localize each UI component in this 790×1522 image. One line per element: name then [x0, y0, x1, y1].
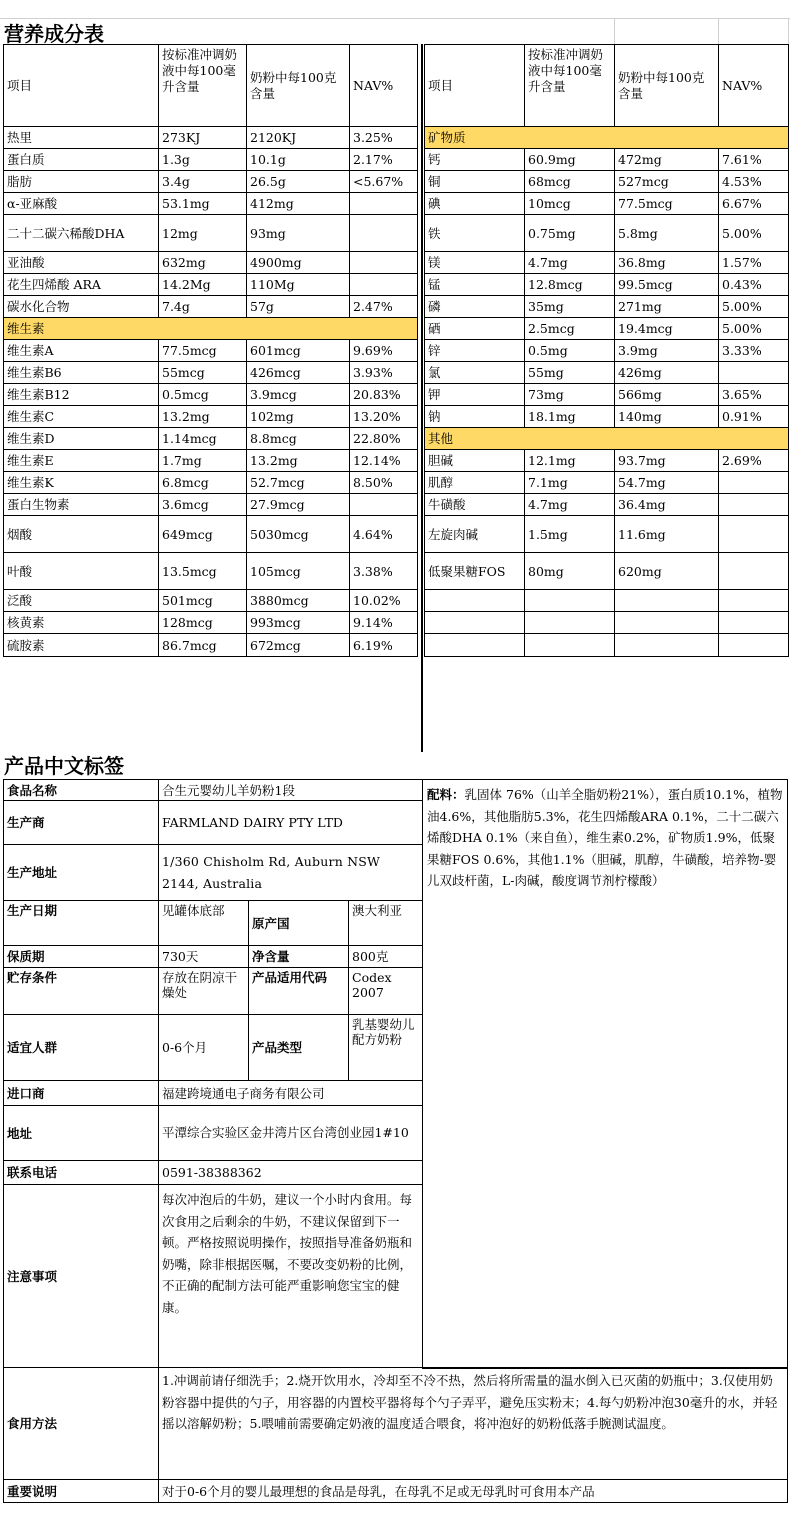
nutrition-cell-right-20-2	[614, 611, 719, 634]
nutrition-cell-right-5-1: 4.7mg	[524, 251, 615, 274]
phone-value: 0591-38388362	[158, 1160, 423, 1185]
product-code-value: Codex 2007	[348, 967, 423, 1015]
nutrition-table-divider	[421, 44, 423, 752]
nutrition-cell-left-9-1: 77.5mcg	[158, 339, 247, 362]
nutrition-cell-left-16-3	[349, 493, 418, 516]
nutrition-cell-left-7-0: 碳水化合物	[3, 295, 159, 318]
nutrition-header-right-3: NAV%	[718, 44, 789, 127]
nutrition-cell-left-11-0: 维生素B12	[3, 383, 159, 406]
nutrition-cell-left-11-1: 0.5mcg	[158, 383, 247, 406]
nutrition-cell-left-2-1: 3.4g	[158, 170, 247, 193]
origin-label: 原产国	[248, 900, 349, 946]
nutrition-cell-left-4-1: 12mg	[158, 214, 247, 252]
nutrition-cell-right-4-3: 5.00%	[718, 214, 789, 252]
product-type-label: 产品类型	[248, 1014, 349, 1081]
storage-value: 存放在阴凉干燥处	[158, 967, 249, 1015]
nutrition-cell-right-14-2: 93.7mg	[614, 449, 719, 472]
nutrition-cell-right-17-0: 左旋肉碱	[424, 515, 525, 553]
nutrition-cell-right-2-2: 527mcg	[614, 170, 719, 193]
nutrition-cell-right-18-3	[718, 552, 789, 590]
nutrition-table-title: 营养成分表	[4, 22, 104, 46]
nutrition-cell-right-3-3: 6.67%	[718, 192, 789, 215]
nutrition-cell-left-19-1: 501mcg	[158, 589, 247, 612]
nutrition-cell-left-16-1: 3.6mcg	[158, 493, 247, 516]
nutrition-cell-left-9-2: 601mcg	[246, 339, 350, 362]
origin-value: 澳大利亚	[348, 900, 423, 946]
nutrition-cell-left-6-2: 110Mg	[246, 273, 350, 296]
nutrition-cell-left-10-3: 3.93%	[349, 361, 418, 384]
importer-value: 福建跨境通电子商务有限公司	[158, 1080, 423, 1106]
nutrition-cell-left-0-0: 热里	[3, 126, 159, 149]
food-name-value: 合生元婴幼儿羊奶粉1段	[158, 779, 423, 801]
nutrition-cell-left-17-3: 4.64%	[349, 515, 418, 553]
nutrition-cell-left-14-3: 12.14%	[349, 449, 418, 472]
address-label: 生产地址	[3, 844, 159, 901]
nutrition-cell-right-15-2: 54.7mg	[614, 471, 719, 494]
nutrition-cell-left-13-3: 22.80%	[349, 427, 418, 450]
nutrition-cell-left-18-2: 105mcg	[246, 552, 350, 590]
nutrition-section-right-0: 矿物质	[424, 126, 789, 149]
nutrition-cell-left-0-1: 273KJ	[158, 126, 247, 149]
nutrition-cell-right-12-0: 钠	[424, 405, 525, 428]
nutrition-cell-right-19-1	[524, 589, 615, 612]
nutrition-cell-left-2-2: 26.5g	[246, 170, 350, 193]
nutrition-cell-left-13-1: 1.14mcg	[158, 427, 247, 450]
nutrition-cell-right-5-3: 1.57%	[718, 251, 789, 274]
nutrition-cell-right-14-3: 2.69%	[718, 449, 789, 472]
nutrition-cell-right-9-3: 3.33%	[718, 339, 789, 362]
nutrition-cell-right-18-2: 620mg	[614, 552, 719, 590]
nutrition-cell-right-19-2	[614, 589, 719, 612]
importer-address-label: 地址	[3, 1105, 159, 1161]
nutrition-cell-left-15-1: 6.8mcg	[158, 471, 247, 494]
producer-value: FARMLAND DAIRY PTY LTD	[158, 800, 423, 845]
usage-value: 1.冲调前请仔细洗手；2.烧开饮用水，冷却至不冷不热，然后将所需量的温水倒入已灭菌的奶瓶中；3.仅使用奶粉容器中提供的勺子，用容器的内置校平器将每个勺子弄平，避免压实粉末；4.每勺奶粉冲泡30毫升的水，并轻摇以溶解奶粉；5.喂哺前需要确定奶液的温度适合喂食，将冲泡好的奶粉低落手腕测试温度。	[158, 1367, 788, 1480]
nutrition-header-right-1: 按标准冲调奶液中每100毫升含量	[524, 44, 615, 127]
nutrition-cell-left-3-0: α-亚麻酸	[3, 192, 159, 215]
nutrition-cell-right-14-1: 12.1mg	[524, 449, 615, 472]
storage-label: 贮存条件	[3, 967, 159, 1015]
nutrition-cell-left-12-0: 维生素C	[3, 405, 159, 428]
nutrition-cell-right-2-0: 铜	[424, 170, 525, 193]
nutrition-cell-left-13-0: 维生素D	[3, 427, 159, 450]
nutrition-cell-right-16-0: 牛磺酸	[424, 493, 525, 516]
nutrition-cell-left-9-3: 9.69%	[349, 339, 418, 362]
nutrition-cell-right-2-3: 4.53%	[718, 170, 789, 193]
notes-label: 注意事项	[3, 1184, 159, 1368]
nutrition-cell-left-14-1: 1.7mg	[158, 449, 247, 472]
nutrition-cell-right-20-0	[424, 611, 525, 634]
spreadsheet-gridline	[718, 18, 719, 44]
nutrition-cell-right-5-2: 36.8mg	[614, 251, 719, 274]
nutrition-cell-right-5-0: 镁	[424, 251, 525, 274]
nutrition-cell-right-17-2: 11.6mg	[614, 515, 719, 553]
nutrition-cell-left-17-2: 5030mcg	[246, 515, 350, 553]
nutrition-cell-left-12-2: 102mg	[246, 405, 350, 428]
nutrition-cell-left-12-1: 13.2mg	[158, 405, 247, 428]
nutrition-cell-left-19-0: 泛酸	[3, 589, 159, 612]
nutrition-cell-left-11-3: 20.83%	[349, 383, 418, 406]
nutrition-cell-right-1-3: 7.61%	[718, 148, 789, 171]
nutrition-cell-left-10-1: 55mcg	[158, 361, 247, 384]
production-date-value: 见罐体底部	[158, 900, 249, 946]
nutrition-cell-right-8-3: 5.00%	[718, 317, 789, 340]
nutrition-cell-left-21-2: 672mcg	[246, 633, 350, 657]
food-name-label: 食品名称	[3, 779, 159, 801]
address-value: 1/360 Chisholm Rd, Auburn NSW 2144, Australia	[158, 844, 423, 901]
nutrition-cell-right-7-3: 5.00%	[718, 295, 789, 318]
nutrition-cell-right-15-3	[718, 471, 789, 494]
nutrition-cell-right-4-2: 5.8mg	[614, 214, 719, 252]
nutrition-cell-right-12-3: 0.91%	[718, 405, 789, 428]
nutrition-cell-right-3-0: 碘	[424, 192, 525, 215]
ingredients-value: 乳固体 76%（山羊全脂奶粉21%），蛋白质10.1%，植物油4.6%，其他脂肪5.3%，花生四烯酸ARA 0.1%，二十二碳六烯酸DHA 0.1%（来自鱼），维生素0.2%，矿物质1.9%，低聚果糖FOS 0.6%，其他1.1%（胆碱，肌醇，牛磺酸，培养物-婴儿双歧杆菌，L-肉碱，酸度调节剂柠檬酸）	[427, 787, 783, 888]
nutrition-cell-right-19-3	[718, 589, 789, 612]
nutrition-cell-left-14-0: 维生素E	[3, 449, 159, 472]
product-code-label: 产品适用代码	[248, 967, 349, 1015]
nutrition-cell-left-2-3: <5.67%	[349, 170, 418, 193]
nutrition-header-left-2: 奶粉中每100克含量	[246, 44, 350, 127]
nutrition-cell-right-9-2: 3.9mg	[614, 339, 719, 362]
nutrition-cell-left-15-3: 8.50%	[349, 471, 418, 494]
nutrition-cell-right-3-1: 10mcg	[524, 192, 615, 215]
nutrition-cell-right-10-1: 55mg	[524, 361, 615, 384]
nutrition-cell-right-14-0: 胆碱	[424, 449, 525, 472]
nutrition-cell-left-1-1: 1.3g	[158, 148, 247, 171]
nutrition-header-left-1: 按标准冲调奶液中每100毫升含量	[158, 44, 247, 127]
nutrition-cell-left-15-0: 维生素K	[3, 471, 159, 494]
nutrition-cell-left-0-3: 3.25%	[349, 126, 418, 149]
nutrition-cell-right-12-2: 140mg	[614, 405, 719, 428]
nutrition-section-left-8: 维生素	[3, 317, 418, 340]
nutrition-cell-right-21-3	[718, 633, 789, 657]
nutrition-cell-right-12-1: 18.1mg	[524, 405, 615, 428]
nutrition-cell-left-5-0: 亚油酸	[3, 251, 159, 274]
nutrition-cell-right-17-1: 1.5mg	[524, 515, 615, 553]
nutrition-cell-right-20-1	[524, 611, 615, 634]
nutrition-cell-left-3-2: 412mg	[246, 192, 350, 215]
nutrition-cell-right-6-0: 锰	[424, 273, 525, 296]
nutrition-cell-left-9-0: 维生素A	[3, 339, 159, 362]
nutrition-cell-left-6-1: 14.2Mg	[158, 273, 247, 296]
nutrition-cell-left-3-1: 53.1mg	[158, 192, 247, 215]
nutrition-cell-right-3-2: 77.5mcg	[614, 192, 719, 215]
nutrition-cell-left-6-3	[349, 273, 418, 296]
chinese-label-title: 产品中文标签	[4, 754, 124, 778]
nutrition-cell-right-10-3	[718, 361, 789, 384]
nutrition-cell-right-15-0: 肌醇	[424, 471, 525, 494]
nutrition-cell-right-16-1: 4.7mg	[524, 493, 615, 516]
nutrition-cell-left-4-0: 二十二碳六稀酸DHA	[3, 214, 159, 252]
shelf-life-value: 730天	[158, 945, 249, 968]
nutrition-cell-right-8-0: 硒	[424, 317, 525, 340]
production-date-label: 生产日期	[3, 900, 159, 946]
nutrition-cell-right-21-1	[524, 633, 615, 657]
nutrition-cell-left-21-3: 6.19%	[349, 633, 418, 657]
nutrition-cell-left-1-3: 2.17%	[349, 148, 418, 171]
nutrition-cell-left-11-2: 3.9mcg	[246, 383, 350, 406]
nutrition-cell-left-21-1: 86.7mcg	[158, 633, 247, 657]
nutrition-cell-right-4-0: 铁	[424, 214, 525, 252]
nutrition-cell-left-2-0: 脂肪	[3, 170, 159, 193]
nutrition-cell-left-4-2: 93mg	[246, 214, 350, 252]
nutrition-cell-right-10-0: 氯	[424, 361, 525, 384]
important-value: 对于0-6个月的婴儿最理想的食品是母乳，在母乳不足或无母乳时可食用本产品	[158, 1479, 788, 1503]
nutrition-cell-right-6-1: 12.8mcg	[524, 273, 615, 296]
nutrition-cell-right-15-1: 7.1mg	[524, 471, 615, 494]
audience-label: 适宜人群	[3, 1014, 159, 1081]
nutrition-cell-right-21-0	[424, 633, 525, 657]
nutrition-cell-left-5-1: 632mg	[158, 251, 247, 274]
nutrition-cell-left-5-2: 4900mg	[246, 251, 350, 274]
nutrition-cell-right-16-3	[718, 493, 789, 516]
nutrition-cell-left-3-3	[349, 192, 418, 215]
nutrition-cell-right-2-1: 68mcg	[524, 170, 615, 193]
nutrition-cell-right-11-0: 钾	[424, 383, 525, 406]
nutrition-cell-right-6-2: 99.5mcg	[614, 273, 719, 296]
nutrition-cell-right-7-1: 35mg	[524, 295, 615, 318]
net-content-value: 800克	[348, 945, 423, 968]
nutrition-cell-right-9-1: 0.5mg	[524, 339, 615, 362]
nutrition-header-left-0: 项目	[3, 44, 159, 127]
nutrition-cell-left-20-0: 核黄素	[3, 611, 159, 634]
important-label: 重要说明	[3, 1479, 159, 1503]
nutrition-cell-right-8-1: 2.5mcg	[524, 317, 615, 340]
nutrition-cell-left-10-2: 426mcg	[246, 361, 350, 384]
nutrition-cell-left-1-0: 蛋白质	[3, 148, 159, 171]
nutrition-cell-left-14-2: 13.2mg	[246, 449, 350, 472]
nutrition-cell-right-4-1: 0.75mg	[524, 214, 615, 252]
nutrition-cell-left-0-2: 2120KJ	[246, 126, 350, 149]
nutrition-cell-right-19-0	[424, 589, 525, 612]
nutrition-cell-right-21-2	[614, 633, 719, 657]
nutrition-cell-left-16-0: 蛋白生物素	[3, 493, 159, 516]
nutrition-cell-left-16-2: 27.9mcg	[246, 493, 350, 516]
nutrition-cell-right-6-3: 0.43%	[718, 273, 789, 296]
nutrition-cell-left-17-0: 烟酸	[3, 515, 159, 553]
nutrition-header-right-2: 奶粉中每100克含量	[614, 44, 719, 127]
phone-label: 联系电话	[3, 1160, 159, 1185]
nutrition-cell-left-18-3: 3.38%	[349, 552, 418, 590]
nutrition-header-left-3: NAV%	[349, 44, 418, 127]
importer-label: 进口商	[3, 1080, 159, 1106]
nutrition-cell-left-15-2: 52.7mcg	[246, 471, 350, 494]
nutrition-cell-left-4-3	[349, 214, 418, 252]
nutrition-cell-right-1-2: 472mg	[614, 148, 719, 171]
spreadsheet-gridline	[614, 18, 615, 44]
nutrition-cell-left-12-3: 13.20%	[349, 405, 418, 428]
nutrition-cell-right-18-1: 80mg	[524, 552, 615, 590]
nutrition-cell-right-9-0: 锌	[424, 339, 525, 362]
nutrition-cell-left-18-0: 叶酸	[3, 552, 159, 590]
net-content-label: 净含量	[248, 945, 349, 968]
nutrition-cell-right-20-3	[718, 611, 789, 634]
nutrition-cell-left-17-1: 649mcg	[158, 515, 247, 553]
nutrition-cell-right-1-1: 60.9mg	[524, 148, 615, 171]
nutrition-cell-left-6-0: 花生四烯酸 ARA	[3, 273, 159, 296]
nutrition-cell-left-18-1: 13.5mcg	[158, 552, 247, 590]
nutrition-cell-right-10-2: 426mg	[614, 361, 719, 384]
nutrition-cell-left-7-2: 57g	[246, 295, 350, 318]
nutrition-header-right-0: 项目	[424, 44, 525, 127]
nutrition-cell-left-20-3: 9.14%	[349, 611, 418, 634]
nutrition-cell-right-11-2: 566mg	[614, 383, 719, 406]
ingredients-cell	[422, 779, 788, 1369]
usage-label: 食用方法	[3, 1367, 159, 1480]
nutrition-cell-right-11-1: 73mg	[524, 383, 615, 406]
nutrition-cell-left-19-2: 3880mcg	[246, 589, 350, 612]
nutrition-cell-left-20-2: 993mcg	[246, 611, 350, 634]
audience-value: 0-6个月	[158, 1014, 249, 1081]
nutrition-cell-left-21-0: 硫胺素	[3, 633, 159, 657]
ingredients-label: 配料：	[427, 787, 465, 802]
spreadsheet-gridline	[788, 18, 789, 44]
nutrition-cell-right-11-3: 3.65%	[718, 383, 789, 406]
nutrition-cell-left-20-1: 128mcg	[158, 611, 247, 634]
nutrition-cell-right-8-2: 19.4mcg	[614, 317, 719, 340]
nutrition-cell-left-7-1: 7.4g	[158, 295, 247, 318]
nutrition-cell-left-13-2: 8.8mcg	[246, 427, 350, 450]
nutrition-cell-right-1-0: 钙	[424, 148, 525, 171]
nutrition-cell-right-16-2: 36.4mg	[614, 493, 719, 516]
nutrition-cell-left-10-0: 维生素B6	[3, 361, 159, 384]
nutrition-cell-left-7-3: 2.47%	[349, 295, 418, 318]
spreadsheet-gridline	[0, 18, 790, 19]
nutrition-section-right-13: 其他	[424, 427, 789, 450]
nutrition-cell-left-19-3: 10.02%	[349, 589, 418, 612]
nutrition-cell-right-7-0: 磷	[424, 295, 525, 318]
product-type-value: 乳基婴幼儿配方奶粉	[348, 1014, 423, 1081]
nutrition-cell-left-1-2: 10.1g	[246, 148, 350, 171]
nutrition-cell-right-7-2: 271mg	[614, 295, 719, 318]
nutrition-cell-right-18-0: 低聚果糖FOS	[424, 552, 525, 590]
producer-label: 生产商	[3, 800, 159, 845]
notes-value: 每次冲泡后的牛奶，建议一个小时内食用。每次食用之后剩余的牛奶，不建议保留到下一顿。严格按照说明操作，按照指导准备奶瓶和奶嘴，除非根据医嘱，不要改变奶粉的比例，不正确的配制方法可能严重影响您宝宝的健康。	[158, 1184, 423, 1368]
nutrition-cell-right-17-3	[718, 515, 789, 553]
nutrition-cell-left-5-3	[349, 251, 418, 274]
importer-address-value: 平潭综合实验区金井湾片区台湾创业园1#10	[158, 1105, 423, 1161]
shelf-life-label: 保质期	[3, 945, 159, 968]
